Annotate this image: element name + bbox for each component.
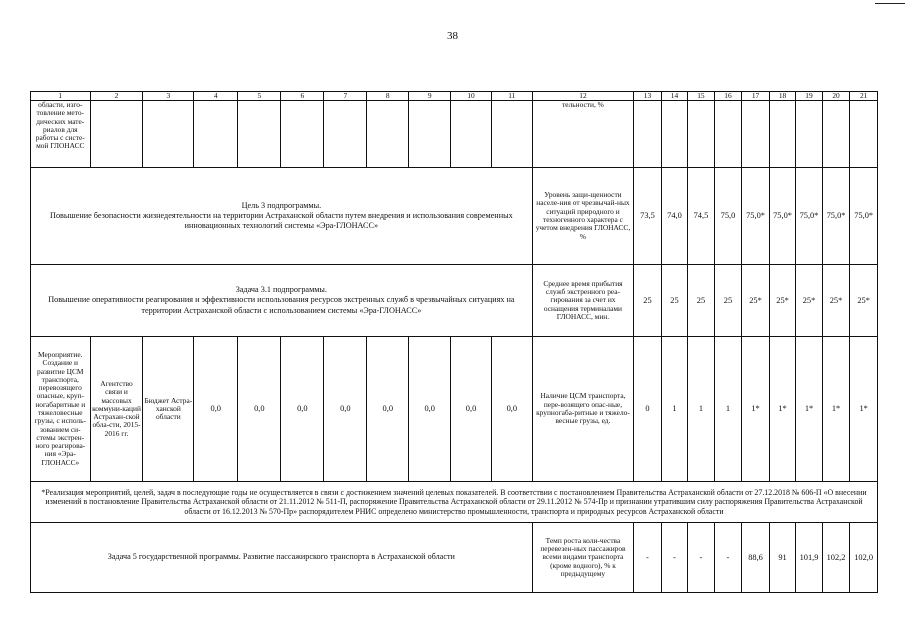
measure-executor-cell: Агентство связи и массовых коммуни-каций Астрахан-ской обла-сти, 2015-2016 гг. xyxy=(90,337,143,482)
value-cell: 75,0* xyxy=(822,168,850,265)
corner-mark xyxy=(875,3,905,4)
money-cell: 0,0 xyxy=(367,337,409,482)
value-cell: 74,0 xyxy=(661,168,687,265)
value-cell: 102,2 xyxy=(822,523,850,593)
empty-cell xyxy=(850,101,878,168)
value-cell: 25 xyxy=(634,265,662,337)
goal-3-title: Цель 3 подпрограммы. xyxy=(241,200,322,210)
header-cell: 4 xyxy=(194,92,238,101)
value-cell: 75,0* xyxy=(796,168,822,265)
value-cell: 73,5 xyxy=(634,168,662,265)
empty-cell xyxy=(688,101,714,168)
header-cell: 21 xyxy=(850,92,878,101)
value-cell: 74,5 xyxy=(688,168,714,265)
program-table xyxy=(30,91,878,593)
value-cell: 1 xyxy=(661,337,687,482)
header-cell: 1 xyxy=(31,92,91,101)
task-5-cell: Задача 5 государственной программы. Развитие пассажирского транспорта в Астраханской области xyxy=(31,523,533,593)
value-cell: 91 xyxy=(769,523,795,593)
money-cell: 0,0 xyxy=(281,337,324,482)
table-row xyxy=(31,523,878,593)
measure-source-cell: Бюджет Астра-ханской области xyxy=(143,337,194,482)
header-cell: 20 xyxy=(822,92,850,101)
money-cell: 0,0 xyxy=(324,337,367,482)
value-cell: 1* xyxy=(850,337,878,482)
value-cell: 1 xyxy=(714,337,742,482)
task-3-1-text: Повышение оперативности реагирования и эффективности использования ресурсов экстренных служб в чрезвычайных ситуациях на территории Астраханской области с использованием системы «Эра-ГЛОНАСС» xyxy=(48,295,515,315)
header-cell: 7 xyxy=(324,92,367,101)
continued-activity-cell: области, изго-товление мето-дических мате-риалов для работы с систе-мой ГЛОНАСС xyxy=(31,101,91,168)
value-cell: - xyxy=(714,523,742,593)
footnote-row xyxy=(31,482,878,523)
value-cell: 25* xyxy=(850,265,878,337)
header-cell: 15 xyxy=(688,92,714,101)
value-cell: - xyxy=(688,523,714,593)
money-cell: 0,0 xyxy=(451,337,492,482)
table-row xyxy=(31,168,878,265)
empty-cell xyxy=(634,101,662,168)
empty-cell xyxy=(367,101,409,168)
value-cell: 1* xyxy=(742,337,770,482)
goal-3-cell xyxy=(31,168,533,265)
empty-cell xyxy=(796,101,822,168)
task-3-1-title: Задача 3.1 подпрограммы. xyxy=(235,285,327,295)
table-row xyxy=(31,265,878,337)
table-row xyxy=(31,101,878,168)
value-cell: 1* xyxy=(769,337,795,482)
empty-cell xyxy=(742,101,770,168)
header-cell: 13 xyxy=(634,92,662,101)
value-cell: 25* xyxy=(769,265,795,337)
value-cell: 25* xyxy=(822,265,850,337)
money-cell: 0,0 xyxy=(491,337,532,482)
money-cell: 0,0 xyxy=(409,337,451,482)
task-3-1-cell xyxy=(31,265,533,337)
goal-3-indicator: Уровень защи-щенности населе-ния от чрезвычай-ных ситуаций природного и техногенного характера с учетом внедрения ГЛОНАСС, % xyxy=(532,168,633,265)
header-cell: 3 xyxy=(143,92,194,101)
continued-indicator-cell: тельности, % xyxy=(532,101,633,168)
header-cell: 19 xyxy=(796,92,822,101)
header-cell: 17 xyxy=(742,92,770,101)
empty-cell xyxy=(769,101,795,168)
goal-3-text: Повышение безопасности жизнедеятельности на территории Астраханской области путем внедрения и использования современных инновационных технологий системы «Эра-ГЛОНАСС» xyxy=(50,210,513,231)
page-number: 38 xyxy=(447,30,458,42)
measure-indicator: Наличие ЦСМ транспорта, пере-возящего опас-ные, крупногаба-ритные и тяжело-весные грузы, ед. xyxy=(532,337,633,482)
header-cell: 10 xyxy=(451,92,492,101)
header-cell: 11 xyxy=(491,92,532,101)
empty-cell xyxy=(714,101,742,168)
header-cell: 2 xyxy=(90,92,143,101)
empty-cell xyxy=(661,101,687,168)
header-cell: 18 xyxy=(769,92,795,101)
value-cell: 1 xyxy=(688,337,714,482)
value-cell: 101,9 xyxy=(796,523,822,593)
value-cell: - xyxy=(661,523,687,593)
header-cell: 5 xyxy=(238,92,281,101)
value-cell: 25* xyxy=(742,265,770,337)
header-cell: 8 xyxy=(367,92,409,101)
task-5-indicator: Темп роста коли-чества перевезен-ных пассажиров всеми видами транспорта (кроме водного), % к предыдущему xyxy=(532,523,633,593)
measure-name-cell: Мероприятие. Создание и развитие ЦСМ транспорта, перевозящего опасные, круп-ногабаритные и тяжеловесные грузы, с исполь-зованием си-стемы экстрен-ного реагирова-ния «Эра-ГЛОНАСС» xyxy=(31,337,91,482)
empty-cell xyxy=(90,101,143,168)
money-cell: 0,0 xyxy=(238,337,281,482)
value-cell: 75,0 xyxy=(714,168,742,265)
empty-cell xyxy=(324,101,367,168)
value-cell: 25 xyxy=(688,265,714,337)
value-cell: 88,6 xyxy=(742,523,770,593)
value-cell: 1* xyxy=(796,337,822,482)
value-cell: 0 xyxy=(634,337,662,482)
empty-cell xyxy=(491,101,532,168)
empty-cell xyxy=(281,101,324,168)
empty-cell xyxy=(238,101,281,168)
header-row xyxy=(31,92,878,101)
value-cell: 25 xyxy=(661,265,687,337)
footnote-text: *Реализация мероприятий, целей, задач в последующие годы не осуществляется в связи с достижением значений целевых показателей. В соответствии с постановлением Правительства Астраханской области от 27.12.2018 № 606-П «О внесении изменений в постановление Правительства Астраханской области от 21.11.2012 № 511-П, распоряжение Правительства Астраханской области от 29.11.2012 № 574-Пр и признании утратившим силу распоряжения Правительства Астраханской области от 16.12.2013 № 570-Пр» распорядителем РНИС определено министерство промышленности, транспорта и природных ресурсов Астраханской области xyxy=(31,482,878,523)
header-cell: 6 xyxy=(281,92,324,101)
header-cell: 16 xyxy=(714,92,742,101)
empty-cell xyxy=(409,101,451,168)
value-cell: 1* xyxy=(822,337,850,482)
empty-cell xyxy=(822,101,850,168)
value-cell: 25 xyxy=(714,265,742,337)
money-cell: 0,0 xyxy=(194,337,238,482)
value-cell: 75,0* xyxy=(769,168,795,265)
empty-cell xyxy=(143,101,194,168)
table-row xyxy=(31,337,878,482)
header-cell: 9 xyxy=(409,92,451,101)
header-cell: 14 xyxy=(661,92,687,101)
header-cell: 12 xyxy=(532,92,633,101)
task-3-1-indicator: Среднее время прибытия служб экстренного реа-гирования за счет их оснащения терминалами ГЛОНАСС, мин. xyxy=(532,265,633,337)
empty-cell xyxy=(194,101,238,168)
value-cell: 75,0* xyxy=(850,168,878,265)
value-cell: 102,0 xyxy=(850,523,878,593)
empty-cell xyxy=(451,101,492,168)
value-cell: 25* xyxy=(796,265,822,337)
value-cell: 75,0* xyxy=(742,168,770,265)
value-cell: - xyxy=(634,523,662,593)
